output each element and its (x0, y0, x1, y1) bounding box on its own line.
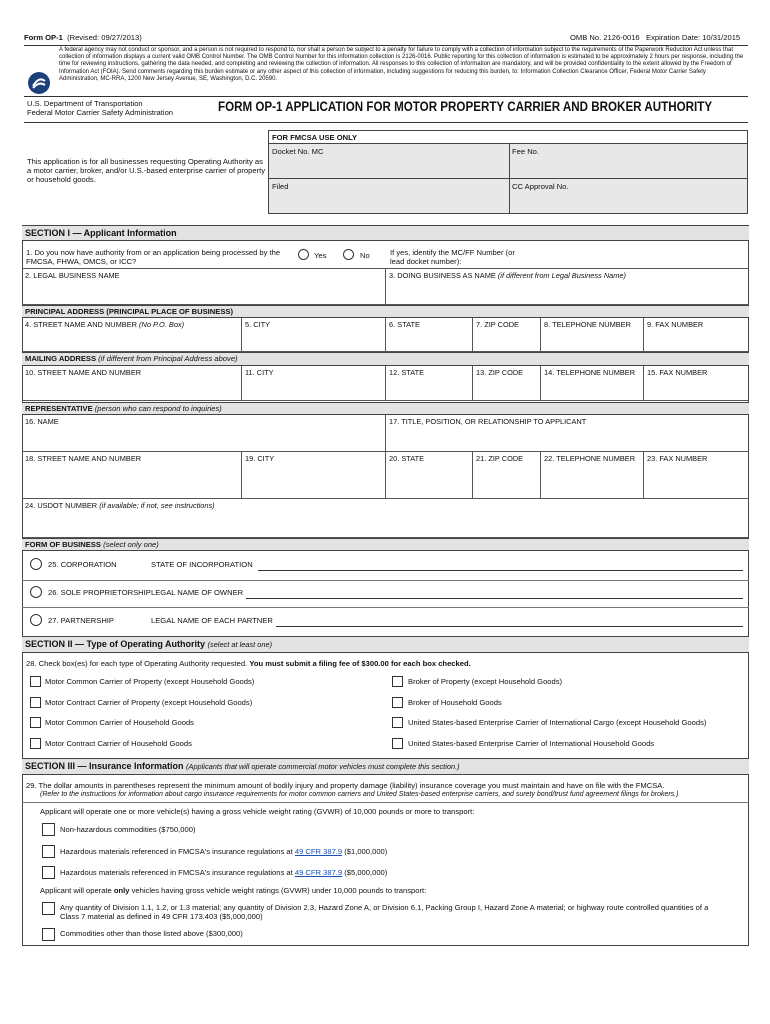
sole-proprietorship-label: 26. SOLE PROPRIETORSHIP (48, 588, 151, 597)
rep-city-field[interactable]: 19. CITY (242, 452, 386, 499)
section-3-header: SECTION III — Insurance Information (Applicants that will operate commercial motor vehicles must complete this section.) (22, 758, 749, 775)
q28-label: 28. Check box(es) for each type of Operating Authority requested. You must submit a filing fee of $300.00 for each box checked. (26, 659, 471, 668)
sole-proprietorship-radio[interactable] (30, 586, 42, 598)
usdot-number-field[interactable]: 24. USDOT NUMBER (if available; if not, see instructions) (22, 499, 749, 538)
ins-light-hazmat-label: Any quantity of Division 1.1, 1.2, or 1.3 material; any quantity of Division 2.3, Hazard Zone A, or Division 6.1, Packing Group I, Hazard Zone A material; or highway route controlled quantities of a Class 7 material as defined in 49 CFR 173.403 ($5,000,000) (60, 903, 709, 921)
principal-street-field[interactable]: 4. STREET NAME AND NUMBER (No P.O. Box) (22, 318, 242, 352)
q1-label: 1. Do you now have authority from or an application being processed by the FMCSA, FHWA, OMCS, or ICC? (26, 248, 281, 266)
burden-notice: A federal agency may not conduct or sponsor, and a person is not required to respond to, nor shall a person be subject to a penalty for failure to comply with a collection of information subject to the requirements of the Paperwork Reduction Act unless that collection of information displays a current valid OMB Control Number. The OMB Control Number for this information collection is 2126-0016. Public reporting for this collection of information is estimated to be approximately 2 hours per response, including the time for reviewing instructions, gathering the data needed, and completing and reviewing the collection of information. All responses to this collection of information are mandatory, and will be provided confidentiality to the extent allowed by the Freedom of Information Act (FOIA). Send comments regarding this burden estimate or any other aspect of this collection of information, including suggestions for reducing this burden, to: Information Collection Clearance Officer, Federal Motor Carrier Safety Administration, MC-RRA, 1200 New Jersey Avenue, SE, Washington, D.C. 20590. (59, 47, 744, 82)
auth-checkbox-right-3[interactable] (392, 738, 403, 749)
ins-non-hazardous-label: Non-hazardous commodities ($750,000) (60, 825, 196, 834)
representative-header: REPRESENTATIVE (person who can respond to inquiries) (22, 402, 749, 415)
ins-hazmat-1m-checkbox[interactable] (42, 845, 55, 858)
partnership-radio[interactable] (30, 614, 42, 626)
ins-light-hazmat-checkbox[interactable] (42, 902, 55, 915)
principal-state-field[interactable]: 6. STATE (386, 318, 473, 352)
state-of-incorporation-label: STATE OF INCORPORATION (151, 560, 253, 569)
auth-checkbox-right-0[interactable] (392, 676, 403, 687)
light-vehicle-intro: Applicant will operate only vehicles having gross vehicle weight ratings (GVWR) under 10,000 pounds to transport: (40, 886, 427, 895)
q1-yes-radio[interactable] (298, 249, 309, 260)
auth-label-left-3: Motor Contract Carrier of Household Goods (45, 739, 192, 748)
agency-line-1: U.S. Department of Transportation (27, 99, 143, 108)
mailing-street-field[interactable]: 10. STREET NAME AND NUMBER (22, 366, 242, 401)
auth-label-right-3: United States-based Enterprise Carrier of International Household Goods (408, 739, 655, 748)
auth-label-right-1: Broker of Household Goods (408, 698, 502, 707)
q29-note: (Refer to the instructions for information about cargo insurance requirements for motor common carriers and United States-based enterprise carriers, and surety bond/trust fund agreement filings for brokers.) (40, 791, 679, 798)
ins-hazmat-5m-checkbox[interactable] (42, 866, 55, 879)
q29-label: 29. The dollar amounts in parentheses represent the minimum amount of bodily injury and property damage (liability) insurance coverage you must maintain and have on file with the FMCSA. (26, 781, 665, 790)
divider (24, 122, 748, 123)
mailing-address-header: MAILING ADDRESS (if different from Principal Address above) (22, 352, 749, 366)
partnership-label: 27. PARTNERSHIP (48, 616, 114, 625)
rep-title-field[interactable]: 17. TITLE, POSITION, OR RELATIONSHIP TO APPLICANT (386, 415, 749, 452)
form-of-business-header: FORM OF BUSINESS (select only one) (22, 538, 749, 551)
dot-logo-icon (28, 72, 50, 94)
state-of-incorporation-input[interactable] (258, 570, 743, 571)
mailing-city-field[interactable]: 11. CITY (242, 366, 386, 401)
auth-checkbox-left-2[interactable] (30, 717, 41, 728)
section-1-header: SECTION I — Applicant Information (22, 225, 749, 241)
q1-no-radio[interactable] (343, 249, 354, 260)
ins-light-other-checkbox[interactable] (42, 928, 55, 941)
auth-checkbox-left-0[interactable] (30, 676, 41, 687)
fee-label: Fee No. (512, 147, 540, 156)
q1-ifyes-label: If yes, identify the MC/FF Number (or lead docket number): (390, 248, 515, 266)
form-id: Form OP-1 (Revised: 09/27/2013) (24, 33, 142, 42)
principal-phone-field[interactable]: 8. TELEPHONE NUMBER (541, 318, 644, 352)
auth-checkbox-left-1[interactable] (30, 697, 41, 708)
omb-number: OMB No. 2126-0016 Expiration Date: 10/31/2015 (570, 33, 741, 42)
rep-state-field[interactable]: 20. STATE (386, 452, 473, 499)
q1-no-label: No (360, 251, 370, 260)
corporation-label: 25. CORPORATION (48, 560, 117, 569)
rep-fax-field[interactable]: 23. FAX NUMBER (644, 452, 749, 499)
principal-zip-field[interactable]: 7. ZIP CODE (473, 318, 541, 352)
legal-name-owner-input[interactable] (246, 598, 743, 599)
ins-non-hazardous-checkbox[interactable] (42, 823, 55, 836)
partner-names-label: LEGAL NAME OF EACH PARTNER (151, 616, 273, 625)
section-2-header: SECTION II — Type of Operating Authority (select at least one) (22, 636, 749, 653)
mailing-fax-field[interactable]: 15. FAX NUMBER (644, 366, 749, 401)
cfr-387-9-link[interactable]: 49 CFR 387.9 (294, 847, 343, 856)
ins-light-other-label: Commodities other than those listed above ($300,000) (60, 929, 243, 938)
ins-hazmat-5m-label: Hazardous materials referenced in FMCSA's insurance regulations at 49 CFR 387.9 ($5,000,000) (60, 868, 388, 877)
auth-label-right-2: United States-based Enterprise Carrier of International Cargo (except Household Goods) (408, 718, 707, 727)
intro-text: This application is for all businesses requesting Operating Authority as a motor carrier, broker, and/or U.S.-based enterprise carrier of property or household goods. (27, 157, 266, 184)
ins-hazmat-1m-label: Hazardous materials referenced in FMCSA's insurance regulations at 49 CFR 387.9 ($1,000,000) (60, 847, 388, 856)
rep-street-field[interactable]: 18. STREET NAME AND NUMBER (22, 452, 242, 499)
page-title: FORM OP-1 APPLICATION FOR MOTOR PROPERTY CARRIER AND BROKER AUTHORITY (218, 99, 713, 114)
q1-yes-label: Yes (314, 251, 327, 260)
rep-name-field[interactable]: 16. NAME (22, 415, 386, 452)
auth-label-right-0: Broker of Property (except Household Goods) (408, 677, 563, 686)
mailing-phone-field[interactable]: 14. TELEPHONE NUMBER (541, 366, 644, 401)
mailing-state-field[interactable]: 12. STATE (386, 366, 473, 401)
rep-phone-field[interactable]: 22. TELEPHONE NUMBER (541, 452, 644, 499)
auth-checkbox-right-2[interactable] (392, 717, 403, 728)
filed-label: Filed (272, 182, 289, 191)
principal-fax-field[interactable]: 9. FAX NUMBER (644, 318, 749, 352)
auth-label-left-2: Motor Common Carrier of Household Goods (45, 718, 194, 727)
rep-zip-field[interactable]: 21. ZIP CODE (473, 452, 541, 499)
agency-line-2: Federal Motor Carrier Safety Administration (27, 108, 174, 117)
auth-checkbox-left-3[interactable] (30, 738, 41, 749)
partner-names-input[interactable] (276, 626, 743, 627)
heavy-vehicle-intro: Applicant will operate one or more vehicle(s) having a gross vehicle weight rating (GVWR) of 10,000 pounds or more to transport: (40, 807, 475, 816)
dba-name-field[interactable]: 3. DOING BUSINESS AS NAME (if different from Legal Business Name) (386, 269, 749, 305)
corporation-radio[interactable] (30, 558, 42, 570)
auth-label-left-0: Motor Common Carrier of Property (except Household Goods) (45, 677, 255, 686)
legal-name-owner-label: LEGAL NAME OF OWNER (151, 588, 244, 597)
auth-label-left-1: Motor Contract Carrier of Property (except Household Goods) (45, 698, 253, 707)
cfr-387-9-link[interactable]: 49 CFR 387.9 (294, 868, 343, 877)
docket-label: Docket No. MC (272, 147, 324, 156)
principal-city-field[interactable]: 5. CITY (242, 318, 386, 352)
principal-address-header: PRINCIPAL ADDRESS (PRINCIPAL PLACE OF BUSINESS) (22, 305, 749, 318)
mailing-zip-field[interactable]: 13. ZIP CODE (473, 366, 541, 401)
fmcsa-use-title: FOR FMCSA USE ONLY (269, 131, 747, 144)
legal-business-name-field[interactable]: 2. LEGAL BUSINESS NAME (22, 269, 386, 305)
fmcsa-use-box (268, 130, 748, 214)
auth-checkbox-right-1[interactable] (392, 697, 403, 708)
cc-approval-label: CC Approval No. (512, 182, 569, 191)
